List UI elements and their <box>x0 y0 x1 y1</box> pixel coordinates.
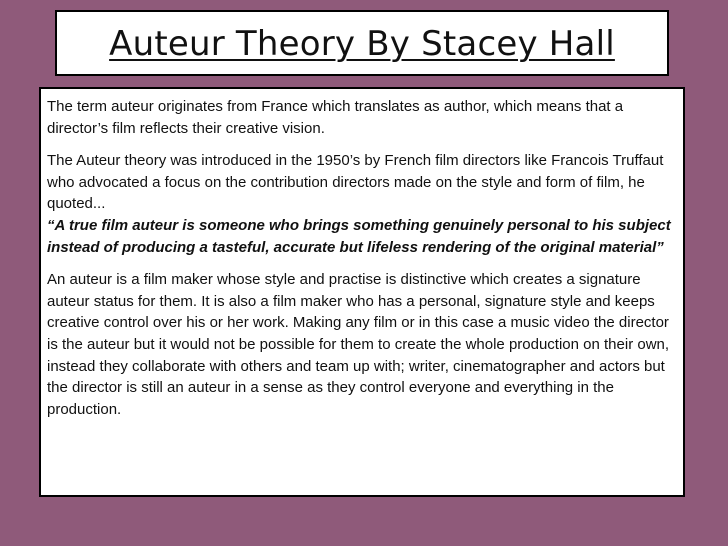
paragraph-gap <box>47 139 677 150</box>
paragraph-history: The Auteur theory was introduced in the 1950’s by French film directors like Francois Truffaut who advocated a focus on the contribution directors made on the style and form of film, he quoted... <box>47 152 664 213</box>
paragraph-definition: The term auteur originates from France which translates as author, which means that a director’s film reflects their creative vision. <box>47 98 624 137</box>
paragraph-explanation: An auteur is a film maker whose style and practise is distinctive which creates a signature auteur status for them. It is also a film maker who has a personal, signature style and keeps creative control over his or her work. Making any film or in this case a music video the director is the auteur but it would not be possible for them to create the whole production on their own, instead they collaborate with others and team up with; writer, cinematographer and actors but the director is still an auteur in a sense as they control everyone and everything in the production. <box>47 271 670 418</box>
slide-title: Auteur Theory By Stacey Hall <box>109 24 615 64</box>
truffaut-quote: “A true film auteur is someone who brings something genuinely personal to his subject instead of producing a tasteful, accurate but lifeless rendering of the original material” <box>47 216 671 256</box>
content-box <box>39 87 685 497</box>
title-box <box>55 10 669 76</box>
paragraph-gap <box>47 258 677 269</box>
